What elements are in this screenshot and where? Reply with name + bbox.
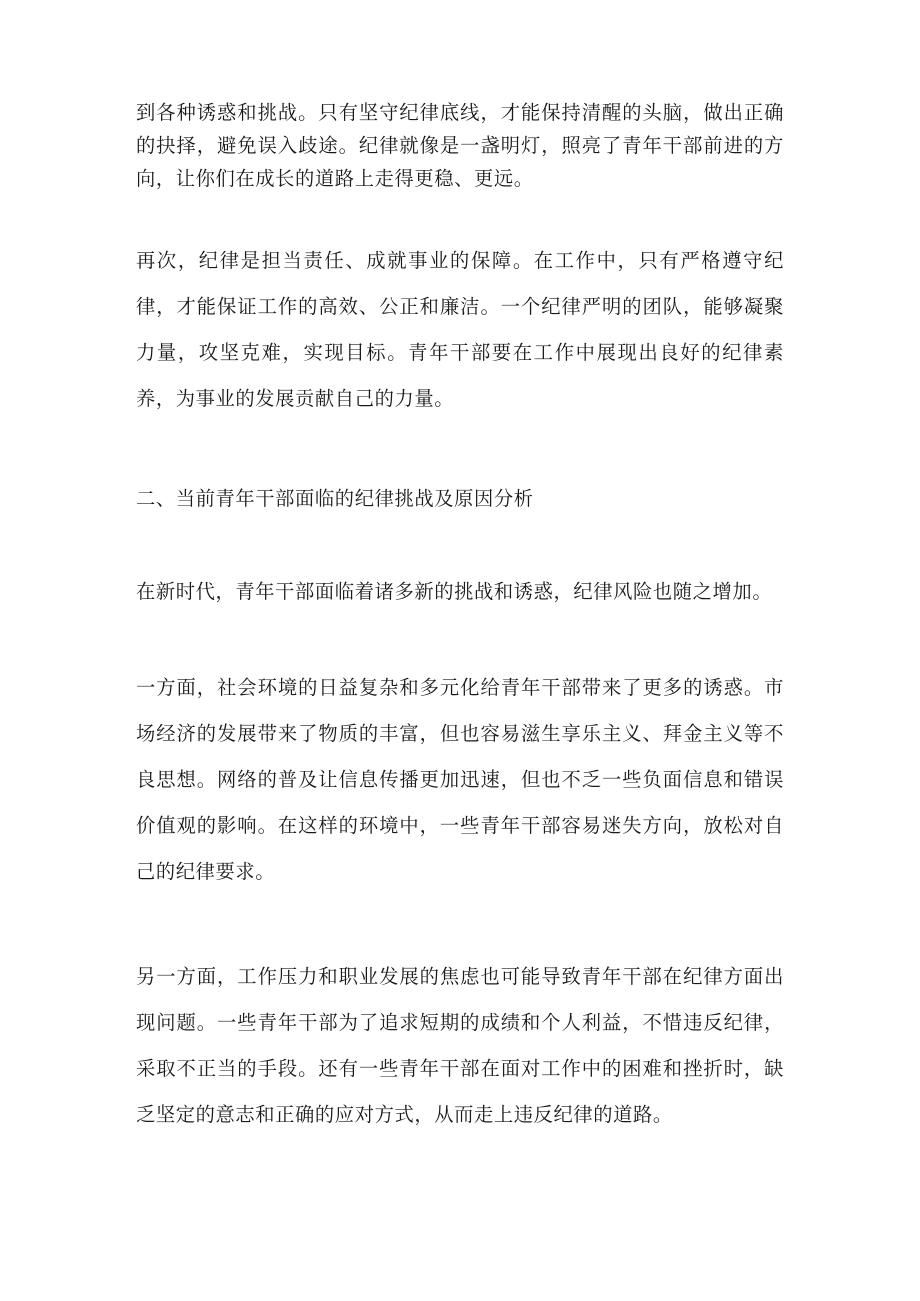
paragraph-challenges-intro: 在新时代，青年干部面临着诸多新的挑战和诱惑，纪律风险也随之增加。 bbox=[136, 580, 773, 603]
paragraph-discipline-guidance: 到各种诱惑和挑战。只有坚守纪律底线，才能保持清醒的头脑，做出正确的抉择，避免误入歧途。纪律就像是一盏明灯，照亮了青年干部前进的方向，让你们在成长的道路上走得更稳、更远。 bbox=[136, 101, 784, 190]
paragraph-work-pressure: 另一方面，工作压力和职业发展的焦虑也可能导致青年干部在纪律方面出现问题。一些青年干部为了追求短期的成绩和个人利益，不惜违反纪律，采取不正当的手段。还有一些青年干部在面对工作中的困难和挫折时，缺乏坚定的意志和正确的应对方式，从而走上违反纪律的道路。 bbox=[136, 965, 784, 1126]
section-heading: 二、当前青年干部面临的纪律挑战及原因分析 bbox=[136, 487, 534, 510]
paragraph-discipline-responsibility: 再次，纪律是担当责任、成就事业的保障。在工作中，只有严格遵守纪律，才能保证工作的高效、公正和廉洁。一个纪律严明的团队，能够凝聚力量，攻坚克难，实现目标。青年干部要在工作中展现出良好的纪律素养，为事业的发展贡献自己的力量。 bbox=[136, 249, 784, 410]
paragraph-social-environment: 一方面，社会环境的日益复杂和多元化给青年干部带来了更多的诱惑。市场经济的发展带来了物质的丰富，但也容易滋生享乐主义、拜金主义等不良思想。网络的普及让信息传播更加迅速，但也不乏一些负面信息和错误价值观的影响。在这样的环境中，一些青年干部容易迷失方向，放松对自己的纪律要求。 bbox=[136, 676, 784, 883]
